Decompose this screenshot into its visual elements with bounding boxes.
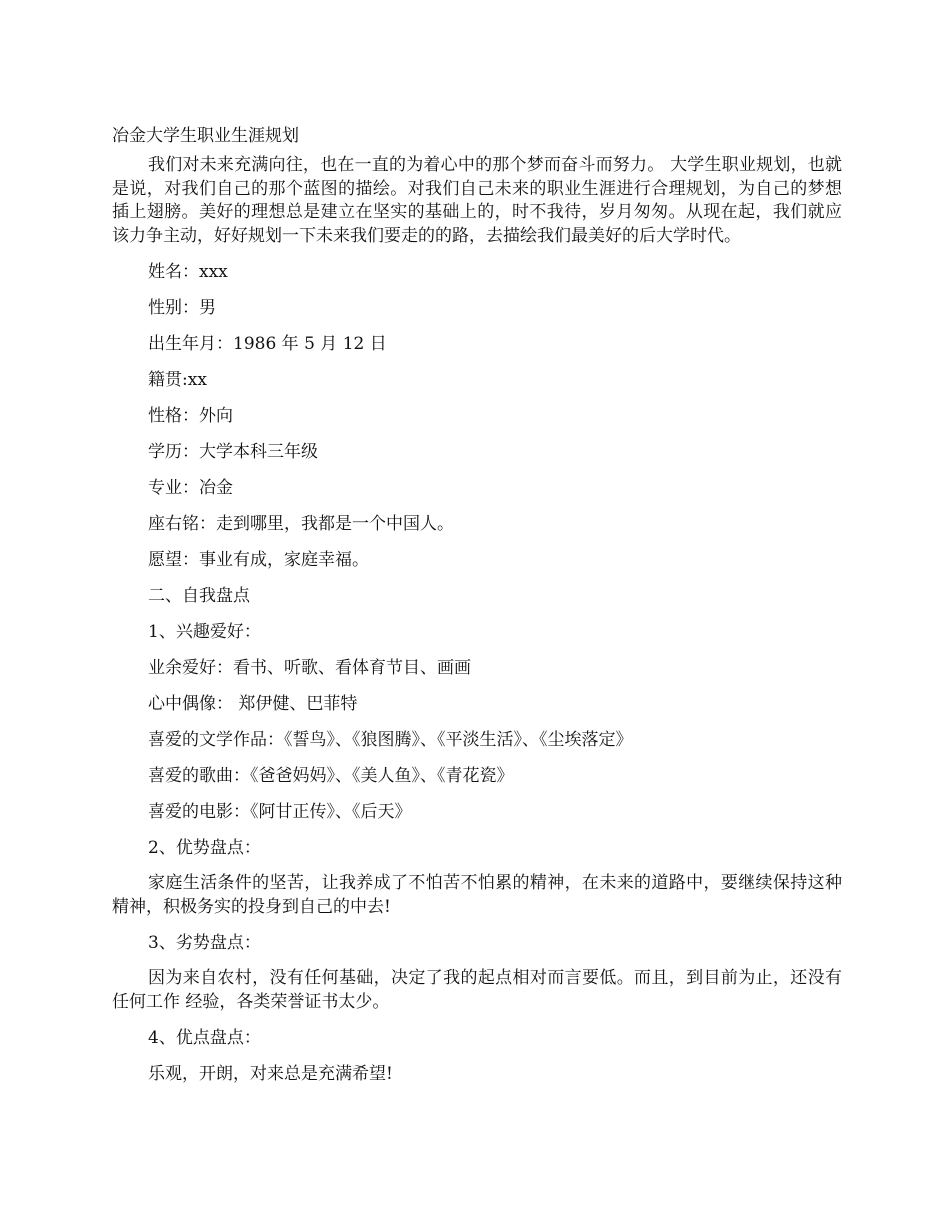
profile-education: 学历：大学本科三年级 bbox=[148, 442, 318, 462]
weaknesses-paragraph: 因为来自农村，没有任何基础，决定了我的起点相对而言要低。而且，到目前为止，还没有任何工作 经验，各类荣誉证书太少。 bbox=[112, 968, 842, 1012]
document-page bbox=[112, 124, 842, 1086]
profile-personality: 性格：外向 bbox=[148, 406, 233, 426]
profile-hometown: 籍贯:xx bbox=[148, 370, 207, 390]
subheading-interests: 1、兴趣爱好： bbox=[148, 622, 261, 642]
intro-paragraph: 我们对未来充满向往，也在一直的为着心中的那个梦而奋斗而努力。 大学生职业规划，也就是说，对我们自己的那个蓝图的描绘。对我们自己未来的职业生涯进行合理规划，为自己的梦想插上翅膀。美好的理想总是建立在坚实的基础上的，时不我待，岁月匆匆。从现在起，我们就应该力争主动，好好规划一下未来我们要走的的路，去描绘我们最美好的后大学时代。 bbox=[112, 155, 842, 246]
interests-songs: 喜爱的歌曲：《爸爸妈妈》、《美人鱼》、《青花瓷》 bbox=[148, 766, 514, 786]
profile-wish: 愿望：事业有成，家庭幸福。 bbox=[148, 550, 369, 570]
profile-gender: 性别：男 bbox=[148, 298, 216, 318]
document-title: 冶金大学生职业生涯规划 bbox=[112, 126, 299, 146]
strengths-paragraph: 家庭生活条件的坚苦，让我养成了不怕苦不怕累的精神，在未来的道路中，要继续保持这种精神，积极务实的投身到自己的中去! bbox=[112, 873, 842, 917]
profile-motto: 座右铭：走到哪里，我都是一个中国人。 bbox=[148, 514, 454, 534]
profile-major: 专业：冶金 bbox=[148, 478, 233, 498]
subheading-strengths: 2、优势盘点： bbox=[148, 838, 261, 858]
subheading-merits: 4、优点盘点： bbox=[148, 1028, 261, 1048]
merits-text: 乐观，开朗，对来总是充满希望! bbox=[148, 1064, 393, 1084]
profile-birth: 出生年月：1986 年 5 月 12 日 bbox=[148, 334, 387, 354]
subheading-weaknesses: 3、劣势盘点： bbox=[148, 933, 261, 953]
interests-hobbies: 业余爱好：看书、听歌、看体育节目、画画 bbox=[148, 658, 471, 678]
profile-name: 姓名：xxx bbox=[148, 262, 228, 282]
interests-movies: 喜爱的电影：《阿甘正传》、《后天》 bbox=[148, 802, 412, 822]
interests-idols: 心中偶像： 郑伊健、巴菲特 bbox=[148, 694, 358, 714]
interests-literature: 喜爱的文学作品：《誓鸟》、《狼图腾》、《平淡生活》、《尘埃落定》 bbox=[148, 730, 633, 750]
section-heading-self-assessment: 二、自我盘点 bbox=[148, 586, 250, 606]
